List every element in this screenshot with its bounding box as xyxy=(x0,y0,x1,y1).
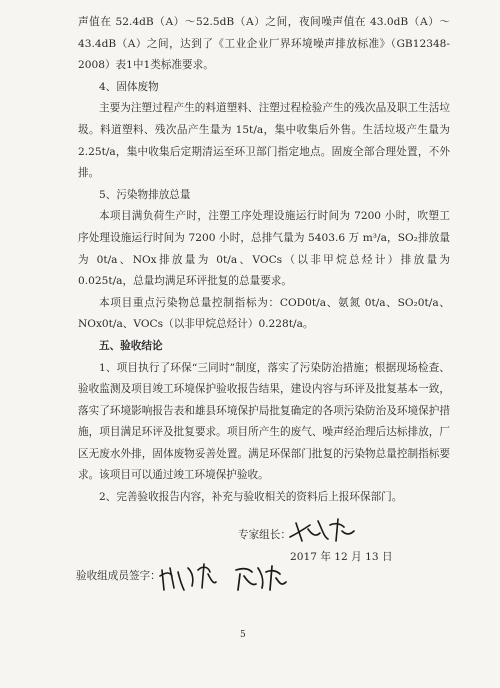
members-handwritten-signatures xyxy=(158,560,288,596)
noise-result-paragraph: 声值在 52.4dB（A）～52.5dB（A）之间，夜间噪声值在 43.0dB（A）～43.4dB（A）之间，达到了《工业企业厂界环境噪声排放标准》（GB12348-2008）表1中1类标准要求。 xyxy=(78,16,450,72)
conclusion-item-2: 2、完善验收报告内容，补充与验收相关的资料后上报环保部门。 xyxy=(99,491,403,504)
leader-handwritten-signature xyxy=(288,515,358,549)
control-index-paragraph: 本项目重点污染物总量控制指标为：COD0t/a、氨氮 0t/a、SO₂0t/a、NOx0t/a、VOCs（以非甲烷总烃计）0.228t/a。 xyxy=(78,296,450,331)
signature-date: 2017 年 12 月 13 日 xyxy=(290,551,393,563)
section-heading-emission-total: 5、污染物排放总量 xyxy=(99,188,191,201)
document-body xyxy=(78,12,450,509)
emission-total-paragraph: 本项目满负荷生产时，注塑工序处理设施运行时间为 7200 小时，吹塑工序处理设施运行时间为 7200 小时，总排气量为 5403.6 万 m³/a，SO₂排放量为 0t/a、NOx排放量为 0t/a、VOCs（以非甲烷总烃计）排放量为 0.025t/a，总量均满足环评批复的总量要求。 xyxy=(78,210,450,288)
section-heading-conclusion: 五、验收结论 xyxy=(99,339,163,352)
members-signature-label: 验收组成员签字： xyxy=(76,570,161,582)
leader-signature-label: 专家组长： xyxy=(238,529,291,541)
conclusion-item-1: 1、项目执行了环保“三同时”制度，落实了污染防治措施；根据现场检查、验收监测及项目竣工环境保护验收报告结果，建设内容与环评及批复基本一致，落实了环境影响报告表和雄县环境保护局批复确定的各项污染防治及环境保护措施，项目满足环评及批复要求。项目所产生的废气、噪声经治理后达标排放，厂区无废水外排，固体废物妥善处置。满足环保部门批复的污染物总量控制指标要求。该项目可以通过竣工环境保护验收。 xyxy=(78,361,450,482)
section-heading-solid-waste: 4、固体废物 xyxy=(99,80,159,93)
page-number: 5 xyxy=(240,630,246,640)
solid-waste-paragraph: 主要为注塑过程产生的料道塑料、注塑过程检验产生的残次品及职工生活垃圾。料道塑料、残次品产生量为 15t/a，集中收集后外售。生活垃圾产生量为 2.25t/a，集中收集后定期清运至环卫部门指定地点。固废全部合理处置，不外排。 xyxy=(78,102,450,180)
